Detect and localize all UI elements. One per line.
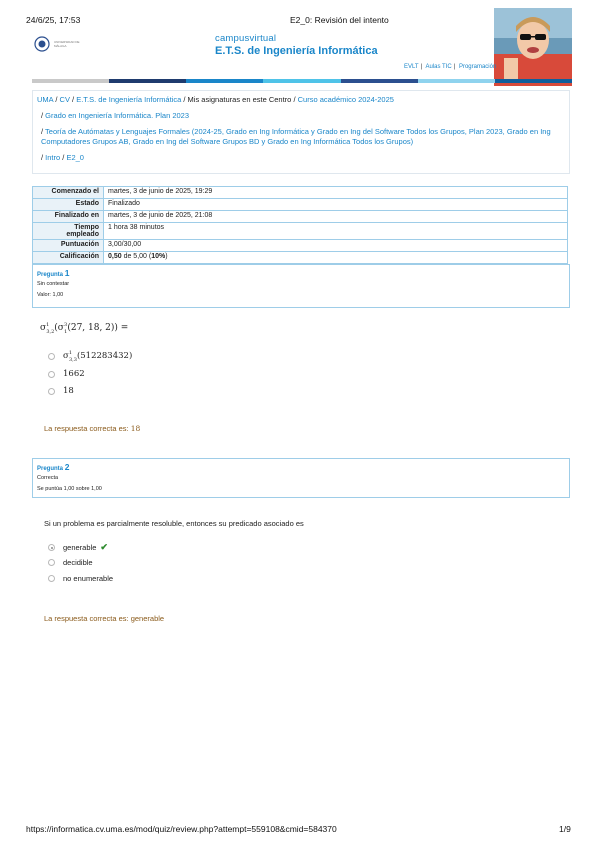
breadcrumb: UMA / CV / E.T.S. de Ingeniería Informática / Mis asignaturas en este Centro / Curso académico 2024-2025 / Grado en Ingeniería Informática. Plan 2023 / Teoría de Autómatas y Lenguajes Formales (2024-25, Grado en Ing Informática y Grado en Ing del Software Todos los Grupos, Plan 2023, Grado en Ing Computadores Grupos AB, Grado en Ing del Software Grupos BD y Grado en Ing Informática Todos los Grupos) / Intro / E2_0 [32,90,570,174]
bar-segment [341,79,418,83]
question-1-grade: Valor: 1,00 [37,292,64,298]
print-doc-title: E2_0: Revisión del intento [290,15,389,25]
link-evlt[interactable]: EVLT [404,64,419,70]
question-1-info [32,264,570,308]
question-2-state: Correcta [37,475,59,481]
link-aulas-tic[interactable]: Aulas TIC [425,64,452,70]
question-2-grade: Se puntúa 1,00 sobre 1,00 [37,486,102,492]
question-2-info [32,458,570,498]
question-1-correct-answer: La respuesta correcta es: 18 [44,424,141,433]
print-page-number: 1/9 [559,824,571,834]
crumb-asignatura[interactable]: Teoría de Autómatas y Lenguajes Formales (2024-25, Grado en Ing Informática y Grado en Ing del Software Todos los Grupos, Plan 2023, Grado en Ing [45,127,551,136]
attempt-summary-table [32,186,568,264]
crumb-cv[interactable]: CV [59,95,70,104]
uma-logo-text: UNIVERSIDAD DE MÁLAGA [54,40,80,48]
grade-value [104,252,568,264]
started-value: martes, 3 de junio de 2025, 19:29 [104,187,568,199]
header-color-bar [32,79,572,83]
grade-score: 0,50 [108,253,122,260]
question-2-option-2[interactable] [48,558,93,567]
radio-icon[interactable] [48,575,55,582]
question-1-state: Sin contestar [37,281,70,287]
grade-close: ) [165,253,168,260]
time-label-2: empleado [66,231,99,238]
time-label [33,223,104,240]
question-2-number: Pregunta 2 [37,462,70,472]
radio-icon[interactable] [48,353,55,360]
bar-segment [32,79,109,83]
radio-icon[interactable] [48,388,55,395]
table-row [33,240,568,252]
crumb-e2-0[interactable]: E2_0 [66,153,84,162]
crumb-mis-asignaturas: Mis asignaturas en este Centro [187,95,292,104]
option-label: 1662 [63,369,85,379]
time-label-1: Tiempo [74,224,99,231]
header-photo [494,8,572,86]
top-links: EVLT | Aulas TIC | Programación [404,64,497,70]
print-url: https://informatica.cv.uma.es/mod/quiz/review.php?attempt=559108&cmid=584370 [26,824,337,834]
crumb-curso[interactable]: Curso académico 2024-2025 [297,95,394,104]
question-2-option-3[interactable] [48,574,113,583]
child-photo-icon [494,8,572,86]
option-label: no enumerable [63,574,114,583]
question-1-text: $\sigma^1_{3,2}(\sigma^3_1(27$, 18, 2)) = [40,322,129,335]
bar-segment [263,79,340,83]
print-datetime: 24/6/25, 17:53 [26,15,81,25]
radio-checked-icon[interactable] [48,544,55,551]
grade-of: de 5,00 ( [121,253,152,260]
uma-logo[interactable] [34,36,84,52]
question-1-option-3[interactable] [48,386,74,396]
state-value: Finalizado [104,199,568,211]
crumb-asignatura-cont[interactable]: Computadores Grupos AB, Grado en Ing del Software Grupos BD y Grado en Ing Informática Todos los Grupos) [41,137,414,146]
brand-campusvirtual: campusvirtual [215,33,277,44]
crumb-uma[interactable]: UMA [37,95,54,104]
finished-label: Finalizado en [33,211,104,223]
finished-value: martes, 3 de junio de 2025, 21:08 [104,211,568,223]
grade-label: Calificación [33,252,104,264]
question-1-number: Pregunta 1 [37,268,70,278]
question-1-option-2[interactable] [48,369,85,379]
bar-segment [418,79,495,83]
option-label: $\sigma^1_{3,3}(512283432)$ [63,350,133,363]
option-label: decidible [63,558,93,567]
option-label: generable [63,543,97,552]
table-row [33,211,568,223]
grade-percent: 10% [151,253,166,260]
table-row [33,199,568,211]
crumb-etsii[interactable]: E.T.S. de Ingeniería Informática [76,95,182,104]
brand-school: E.T.S. de Ingeniería Informática [215,45,378,57]
campus-brand[interactable] [215,33,378,57]
question-2-text: Si un problema es parcialmente resoluble, entonces su predicado asociado es [44,519,304,528]
table-row [33,187,568,199]
table-row [33,223,568,240]
question-2-option-1[interactable] [48,542,108,553]
option-label: 18 [63,386,74,396]
started-label: Comenzado el [33,187,104,199]
time-value: 1 hora 38 minutos [104,223,568,240]
table-row [33,252,568,264]
radio-icon[interactable] [48,559,55,566]
points-value: 3,00/30,00 [104,240,568,252]
question-2-correct-answer: La respuesta correcta es: generable [44,614,165,623]
points-label: Puntuación [33,240,104,252]
check-icon: ✔ [100,542,108,552]
link-programacion[interactable]: Programación [458,64,497,70]
crumb-intro[interactable]: Intro [45,153,61,162]
crumb-grado[interactable]: Grado en Ingeniería Informática. Plan 2023 [45,111,190,120]
uma-crest-icon [34,36,54,52]
bar-segment [109,79,186,83]
radio-icon[interactable] [48,371,55,378]
question-1-option-1[interactable] [48,350,132,363]
bar-segment [495,79,572,83]
state-label: Estado [33,199,104,211]
bar-segment [186,79,263,83]
